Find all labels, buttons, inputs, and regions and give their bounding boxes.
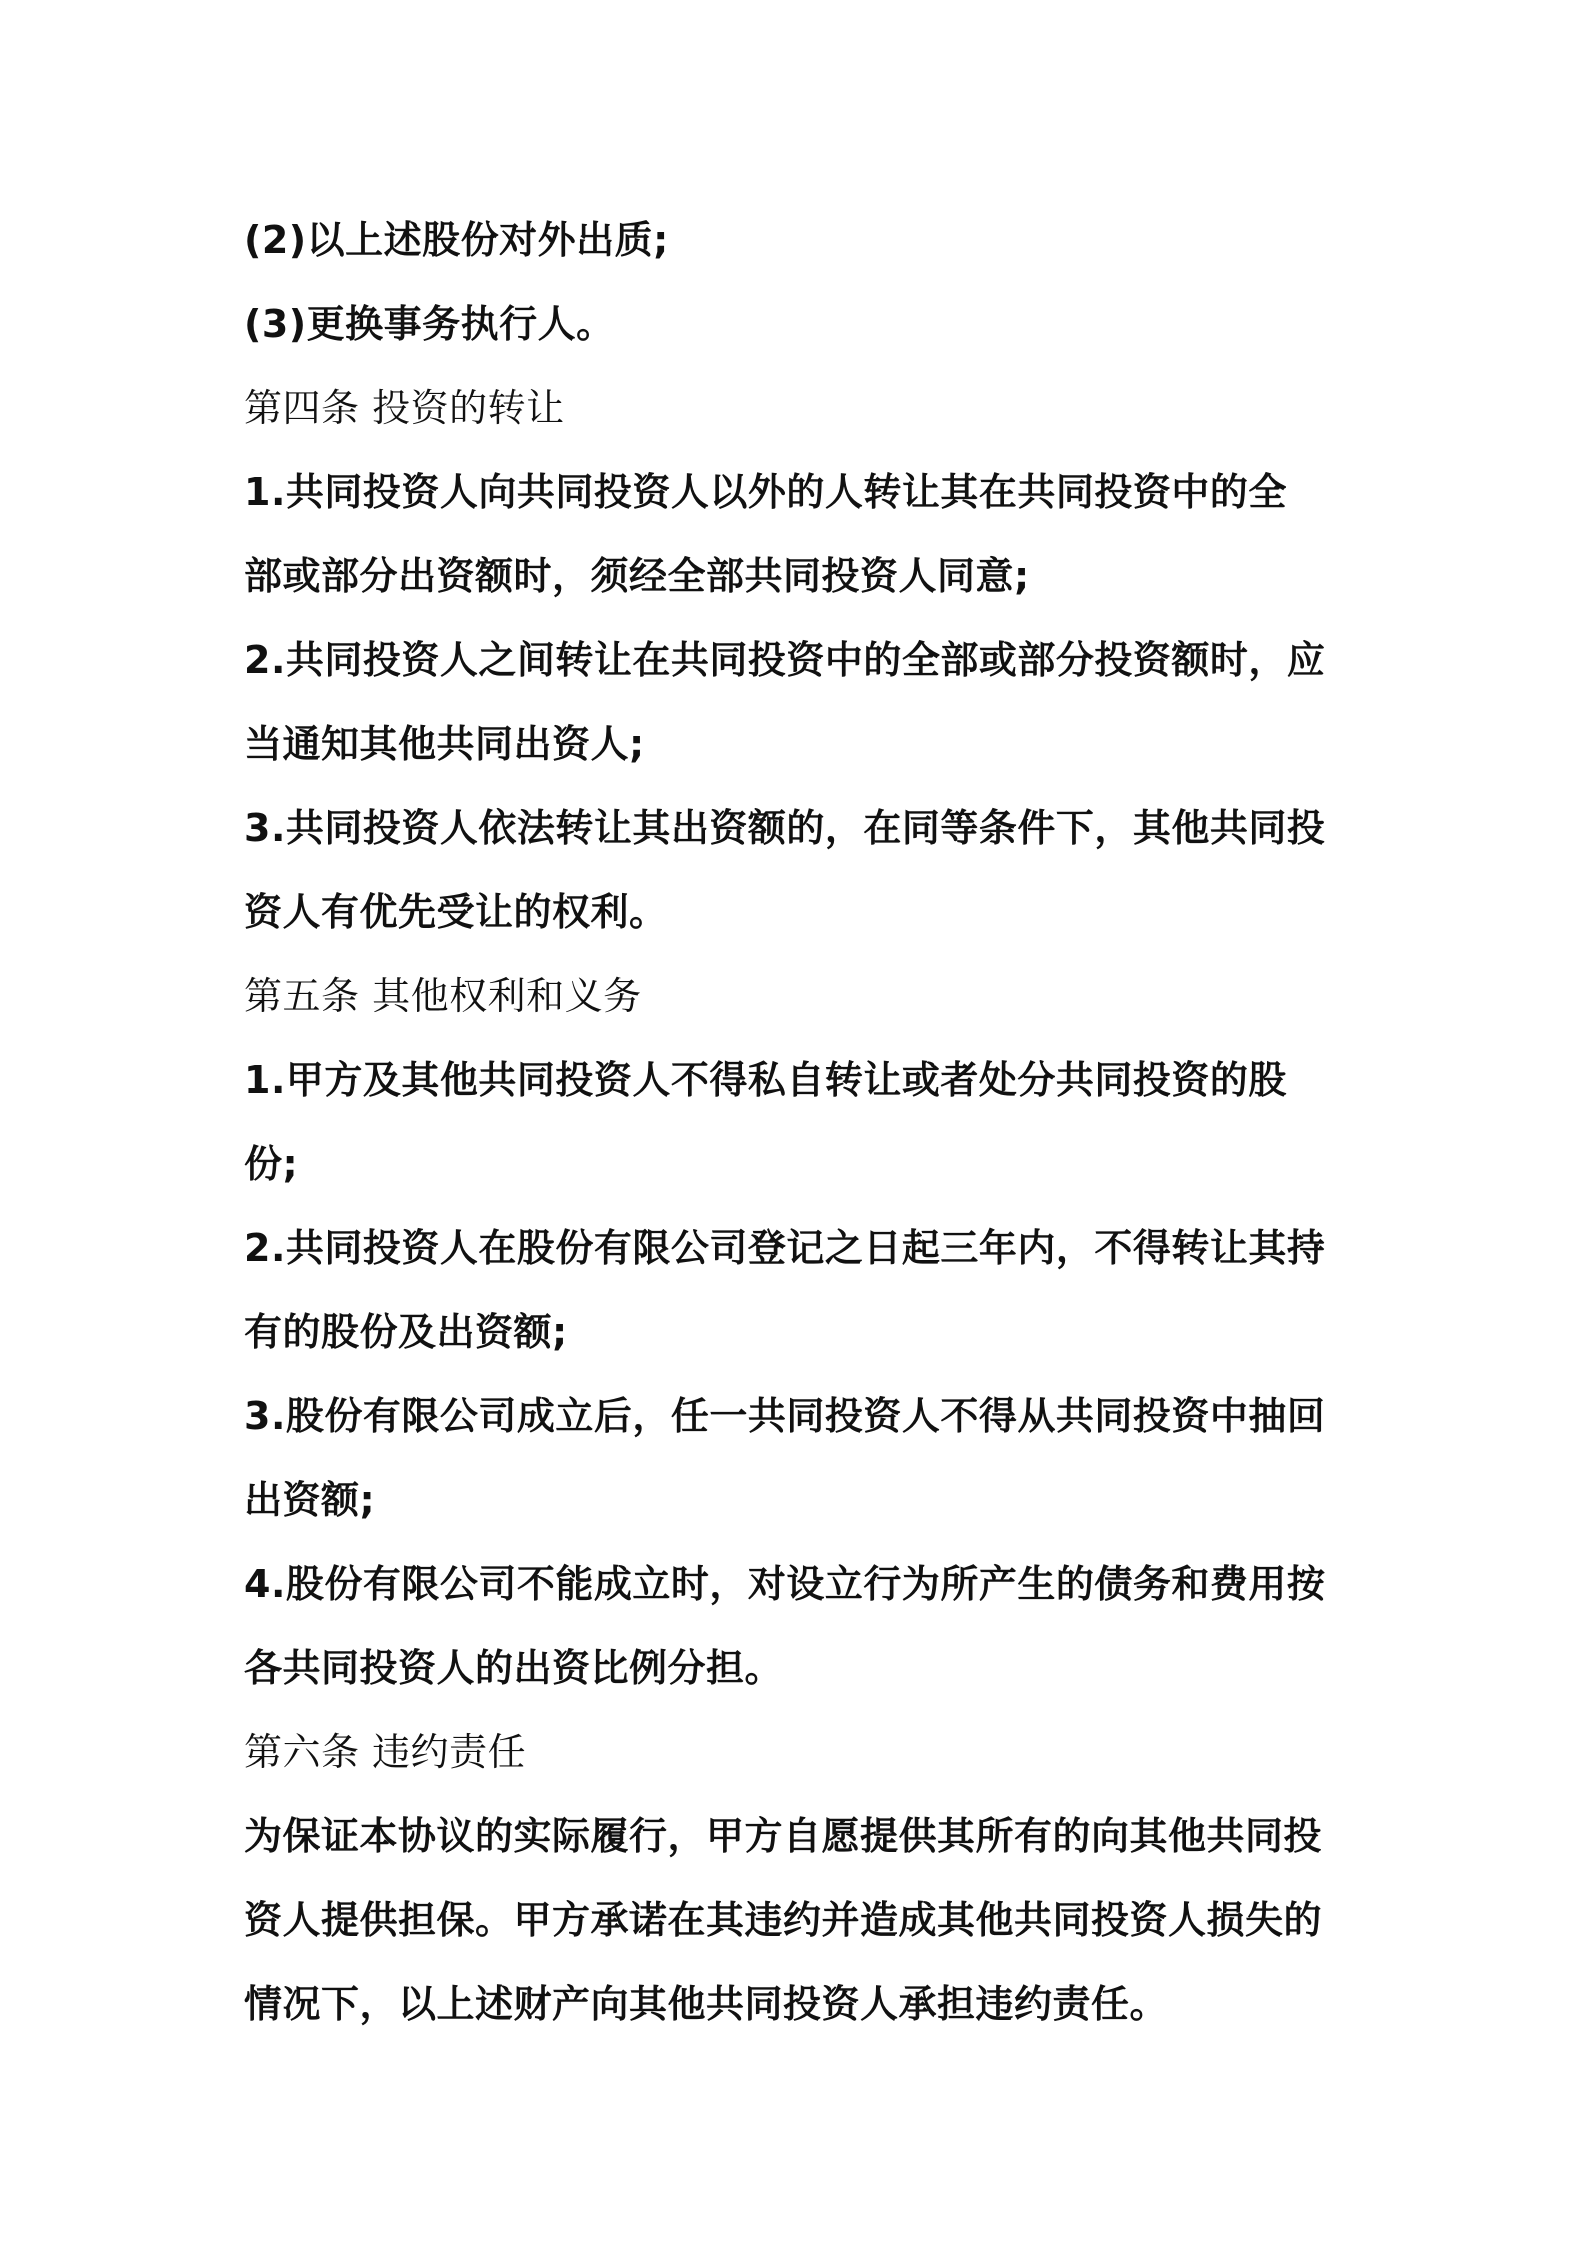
article-5-item-3-line-1: 3.股份有限公司成立后，任一共同投资人不得从共同投资中抽回 — [244, 1394, 1326, 1438]
clause-item-2: (2)以上述股份对外出质; — [244, 218, 669, 262]
article-4-item-3-line-1: 3.共同投资人依法转让其出资额的，在同等条件下，其他共同投 — [244, 806, 1326, 850]
article-4-item-1-line-2: 部或部分出资额时，须经全部共同投资人同意; — [244, 554, 1030, 598]
document-body — [244, 198, 1364, 2046]
article-5-item-4-line-2: 各共同投资人的出资比例分担。 — [244, 1646, 784, 1690]
article-4-item-1-line-1: 1.共同投资人向共同投资人以外的人转让其在共同投资中的全 — [244, 470, 1287, 514]
article-4-item-3-line-2: 资人有优先受让的权利。 — [244, 890, 668, 934]
article-5-item-1-line-2: 份; — [244, 1142, 299, 1186]
article-5-item-3-line-2: 出资额; — [244, 1478, 376, 1522]
article-5-item-4-line-1: 4.股份有限公司不能成立时，对设立行为所产生的债务和费用按 — [244, 1562, 1326, 1606]
article-5-item-2-line-2: 有的股份及出资额; — [244, 1310, 568, 1354]
article-5-item-2-line-1: 2.共同投资人在股份有限公司登记之日起三年内，不得转让其持 — [244, 1226, 1326, 1270]
article-6-heading: 第六条 违约责任 — [244, 1730, 527, 1774]
article-6-paragraph-line-3: 情况下，以上述财产向其他共同投资人承担违约责任。 — [244, 1982, 1169, 2026]
article-4-item-2-line-2: 当通知其他共同出资人; — [244, 722, 645, 766]
article-5-item-1-line-1: 1.甲方及其他共同投资人不得私自转让或者处分共同投资的股 — [244, 1058, 1287, 1102]
clause-item-3: (3)更换事务执行人。 — [244, 302, 615, 346]
article-6-paragraph-line-1: 为保证本协议的实际履行，甲方自愿提供其所有的向其他共同投 — [244, 1814, 1323, 1858]
article-4-heading: 第四条 投资的转让 — [244, 386, 565, 430]
article-5-heading: 第五条 其他权利和义务 — [244, 974, 642, 1018]
article-4-item-2-line-1: 2.共同投资人之间转让在共同投资中的全部或部分投资额时，应 — [244, 638, 1326, 682]
article-6-paragraph-line-2: 资人提供担保。甲方承诺在其违约并造成其他共同投资人损失的 — [244, 1898, 1323, 1942]
